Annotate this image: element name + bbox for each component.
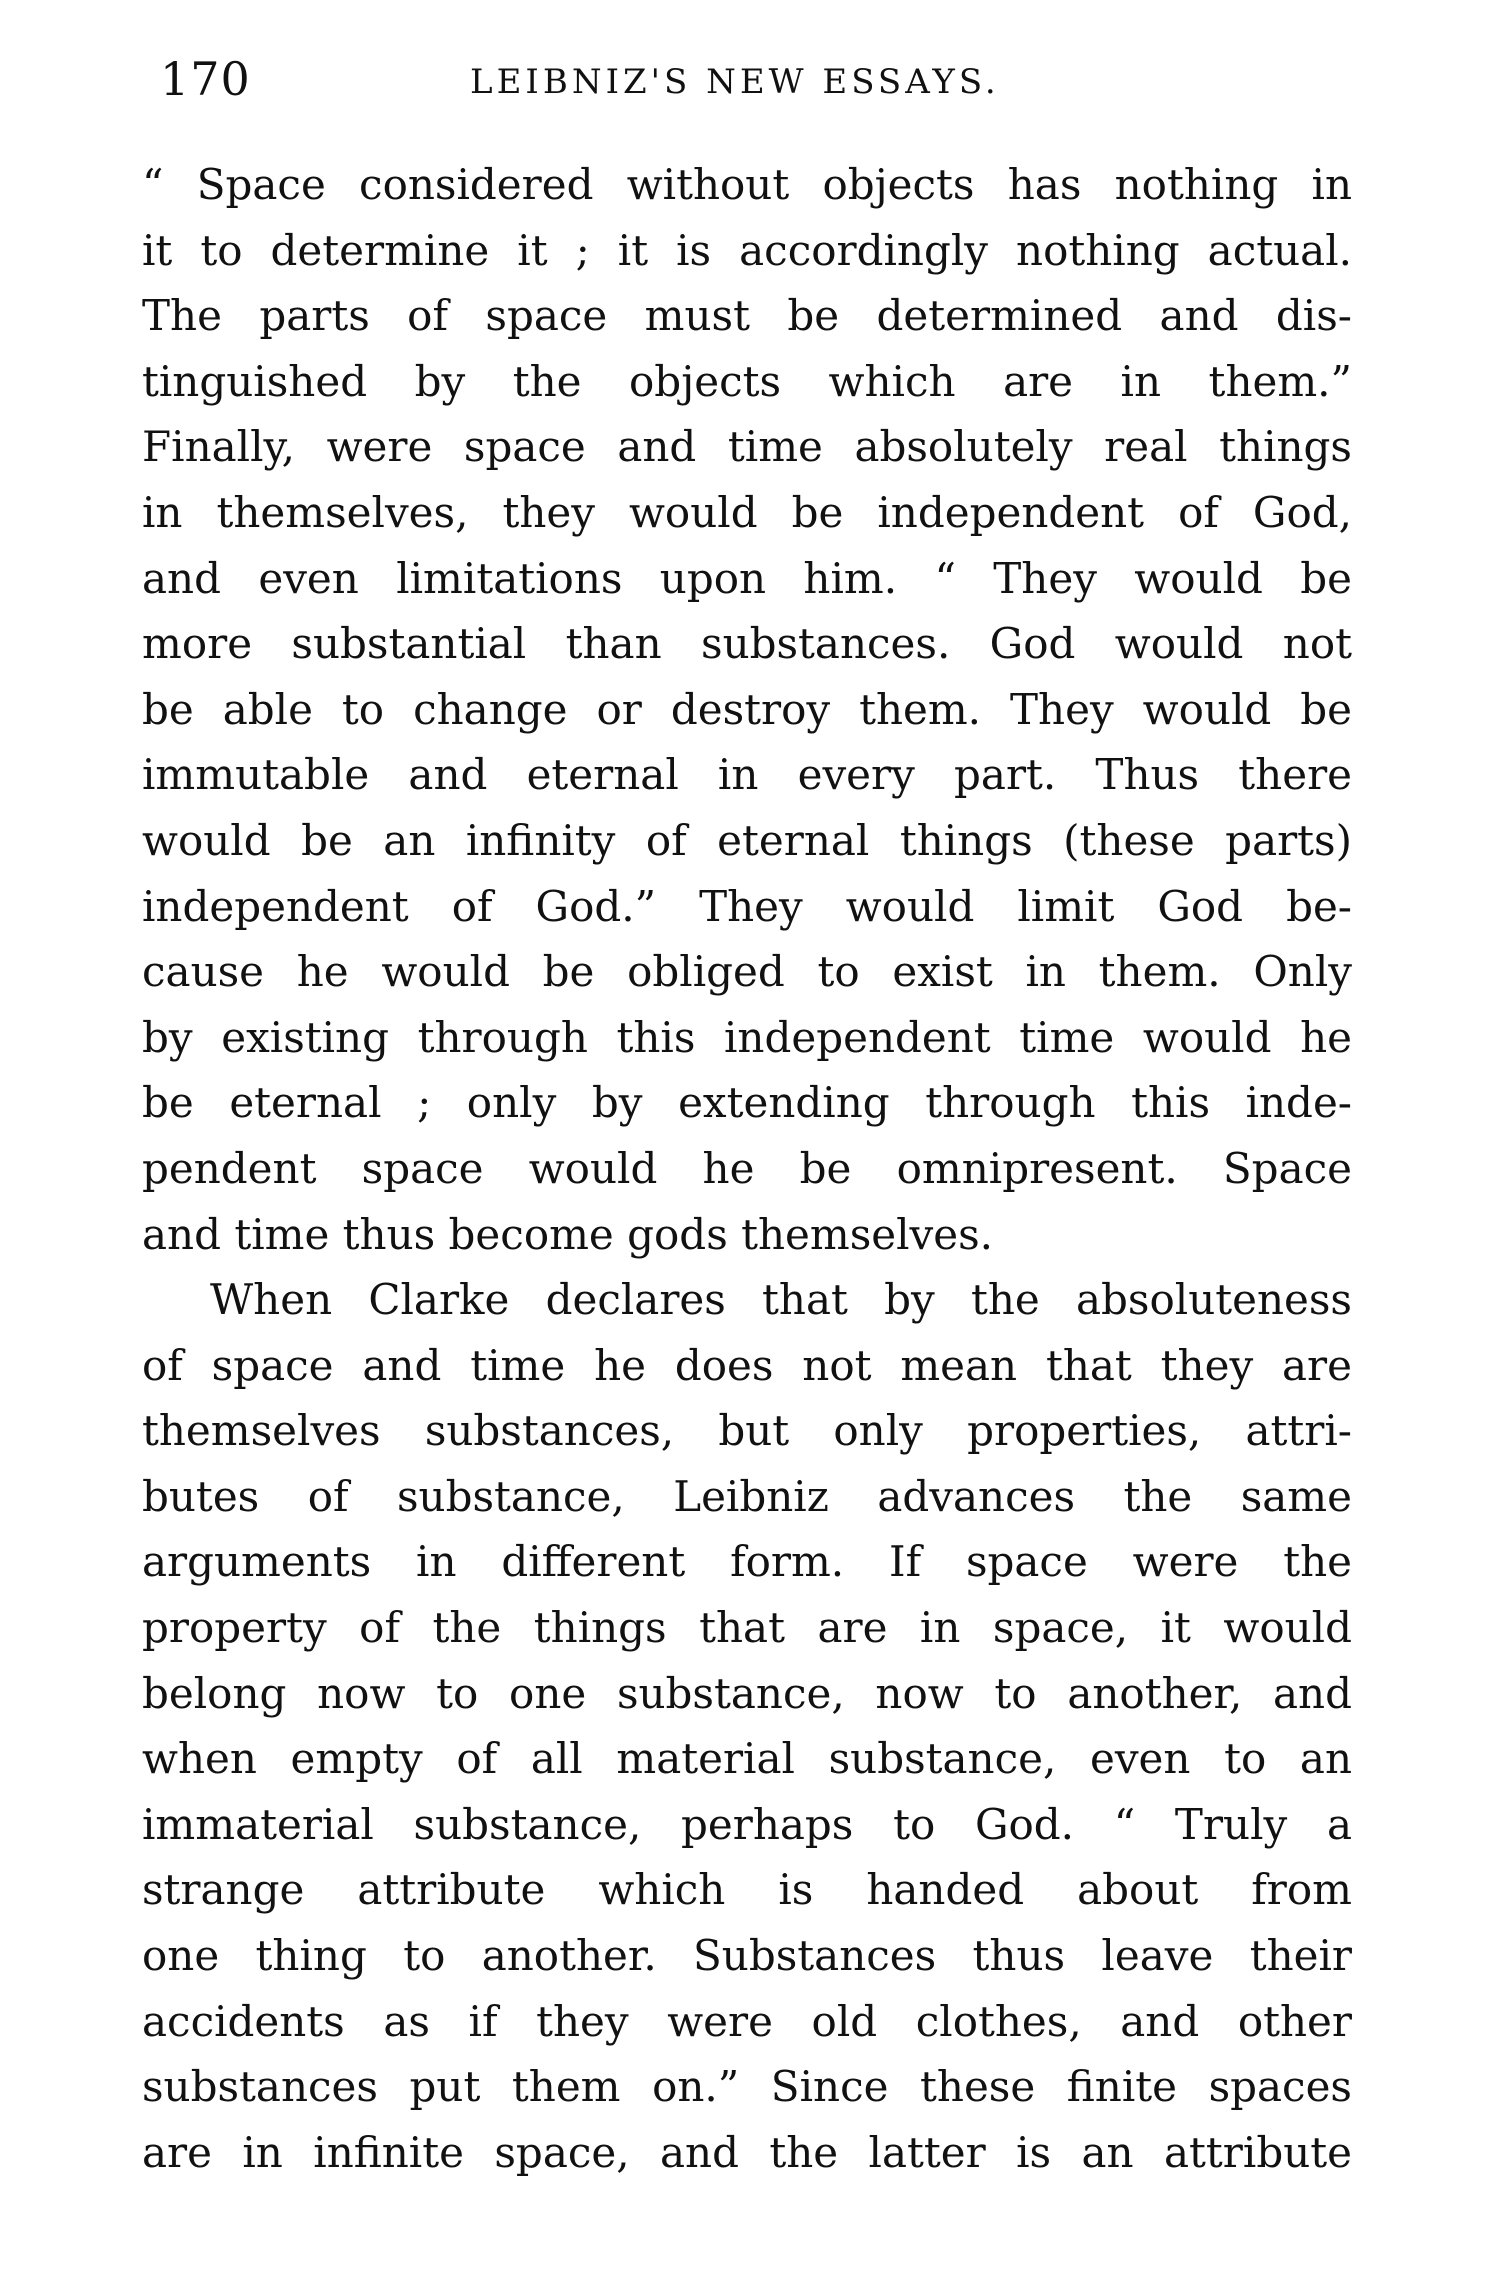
text-line: butes of substance, Leibniz advances the same [142,1471,1352,1521]
text-line: belong now to one substance, now to another, and [142,1668,1352,1718]
text-line: it to determine it ; it is accordingly nothing actual. [142,225,1352,275]
text-line: immaterial substance, perhaps to God. “ Truly a [142,1799,1352,1849]
text-line: cause he would be obliged to exist in them. Only [142,947,1352,997]
text-line: pendent space would he be omnipresent. Space [142,1143,1352,1193]
text-line: accidents as if they were old clothes, and other [142,1996,1352,2046]
text-line: arguments in different form. If space were the [142,1537,1352,1587]
text-line: of space and time he does not mean that they are [142,1340,1352,1390]
running-head [160,52,1350,122]
text-line: “ Space considered without objects has nothing in [142,160,1352,209]
text-line: more substantial than substances. God would not [142,619,1352,669]
text-line: strange attribute which is handed about from [142,1865,1352,1915]
text-line: and even limitations upon him. “ They would be [142,553,1352,603]
text-line: would be an infinity of eternal things (these parts) [142,815,1352,865]
text-line: independent of God.” They would limit God be- [142,881,1352,931]
text-line: in themselves, they would be independent of God, [142,487,1352,537]
text-line: substances put them on.” Since these finite spaces [142,2062,1352,2112]
text-line: The parts of space must be determined and dis- [142,291,1352,341]
text-line: Finally, were space and time absolutely real things [142,422,1352,472]
running-title: LEIBNIZ'S NEW ESSAYS. [470,62,1000,102]
text-line: property of the things that are in space, it would [142,1603,1352,1653]
text-line: when empty of all material substance, even to an [142,1734,1352,1784]
text-line: be eternal ; only by extending through this inde- [142,1078,1352,1128]
body-text [142,152,1352,2185]
text-line: immutable and eternal in every part. Thus there [142,750,1352,800]
text-line: be able to change or destroy them. They would be [142,684,1352,734]
text-line: tinguished by the objects which are in them.” [142,356,1352,406]
page-number: 170 [160,52,251,106]
text-line: by existing through this independent time would he [142,1012,1352,1062]
paragraph-end-line: and time thus become gods themselves. [142,1209,994,1259]
text-line: one thing to another. Substances thus leave their [142,1931,1352,1981]
text-line: are in infinite space, and the latter is an attribute [142,2127,1352,2177]
paragraph-start-line: When Clarke declares that by the absoluteness [210,1275,1352,1325]
text-line: themselves substances, but only properties, attri- [142,1406,1352,1456]
